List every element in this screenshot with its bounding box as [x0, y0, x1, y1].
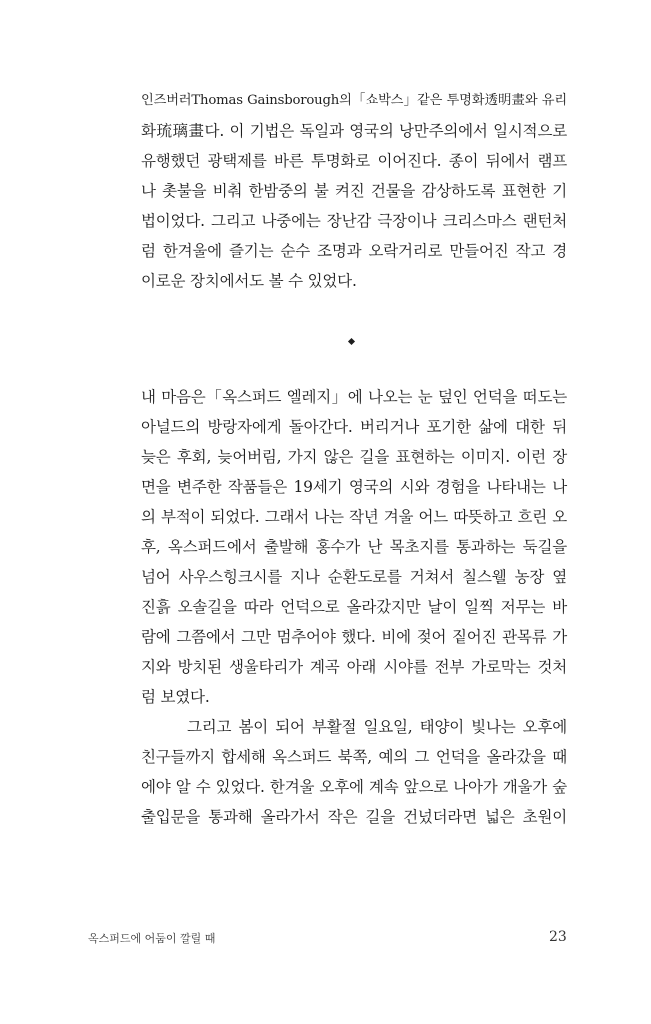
text-line: 유행했던 광택제를 바른 투명화로 이어진다. 종이 뒤에서 램프	[141, 152, 567, 170]
text-line: 친구들까지 합세해 옥스퍼드 북쪽, 예의 그 언덕을 올라갔을 때	[141, 748, 567, 766]
text-line: 넘어 사우스힝크시를 지나 순환도로를 거쳐서 칠스웰 농장 옆	[141, 568, 567, 586]
text-line: 화琉璃畫다. 이 기법은 독일과 영국의 낭만주의에서 일시적으로	[141, 122, 567, 140]
text-line: 의 부적이 되었다. 그래서 나는 작년 겨울 어느 따뜻하고 흐린 오	[141, 508, 567, 526]
text-line: 내 마음은「옥스퍼드 엘레지」에 나오는 눈 덮인 언덕을 떠도는	[141, 388, 567, 406]
text-line: 늦은 후회, 늦어버림, 가지 않은 길을 표현하는 이미지. 이런 장	[141, 448, 567, 466]
text-line: 출입문을 통과해 올라가서 작은 길을 건넜더라면 넓은 초원이	[141, 808, 567, 826]
page-number: 23	[549, 929, 567, 945]
text-line: 람에 그쯤에서 그만 멈추어야 했다. 비에 젖어 짙어진 관목류 가	[141, 628, 567, 646]
text-line: 나 촛불을 비춰 한밤중의 불 켜진 건물을 감상하도록 표현한 기	[141, 182, 567, 200]
text-line: 럼 보였다.	[141, 688, 210, 706]
text-line: 후, 옥스퍼드에서 출발해 홍수가 난 목초지를 통과하는 둑길을	[141, 538, 567, 556]
text-line: 지와 방치된 생울타리가 계곡 아래 시야를 전부 가로막는 것처	[141, 658, 567, 676]
running-footer-book-title: 옥스퍼드에 어둠이 깔릴 때	[88, 932, 216, 945]
text-line: 면을 변주한 작품들은 19세기 영국의 시와 경험을 나타내는 나	[141, 478, 567, 496]
text-line: 이로운 장치에서도 볼 수 있었다.	[141, 272, 357, 290]
text-line: 진흙 오솔길을 따라 언덕으로 올라갔지만 날이 일찍 저무는 바	[141, 598, 567, 616]
text-line: 그리고 봄이 되어 부활절 일요일, 태양이 빛나는 오후에	[187, 718, 567, 736]
section-break-ornament	[348, 338, 355, 345]
text-line: 럼 한겨울에 즐기는 순수 조명과 오락거리로 만들어진 작고 경	[141, 242, 567, 260]
text-line: 법이었다. 그리고 나중에는 장난감 극장이나 크리스마스 랜턴처	[141, 212, 567, 230]
text-line: 에야 알 수 있었다. 한겨울 오후에 계속 앞으로 나아가 개울가 숲	[141, 778, 567, 796]
text-line: 인즈버러Thomas Gainsborough의「쇼박스」같은 투명화透明畫와 유리	[141, 93, 567, 108]
text-line: 아널드의 방랑자에게 돌아간다. 버리거나 포기한 삶에 대한 뒤	[141, 418, 567, 436]
